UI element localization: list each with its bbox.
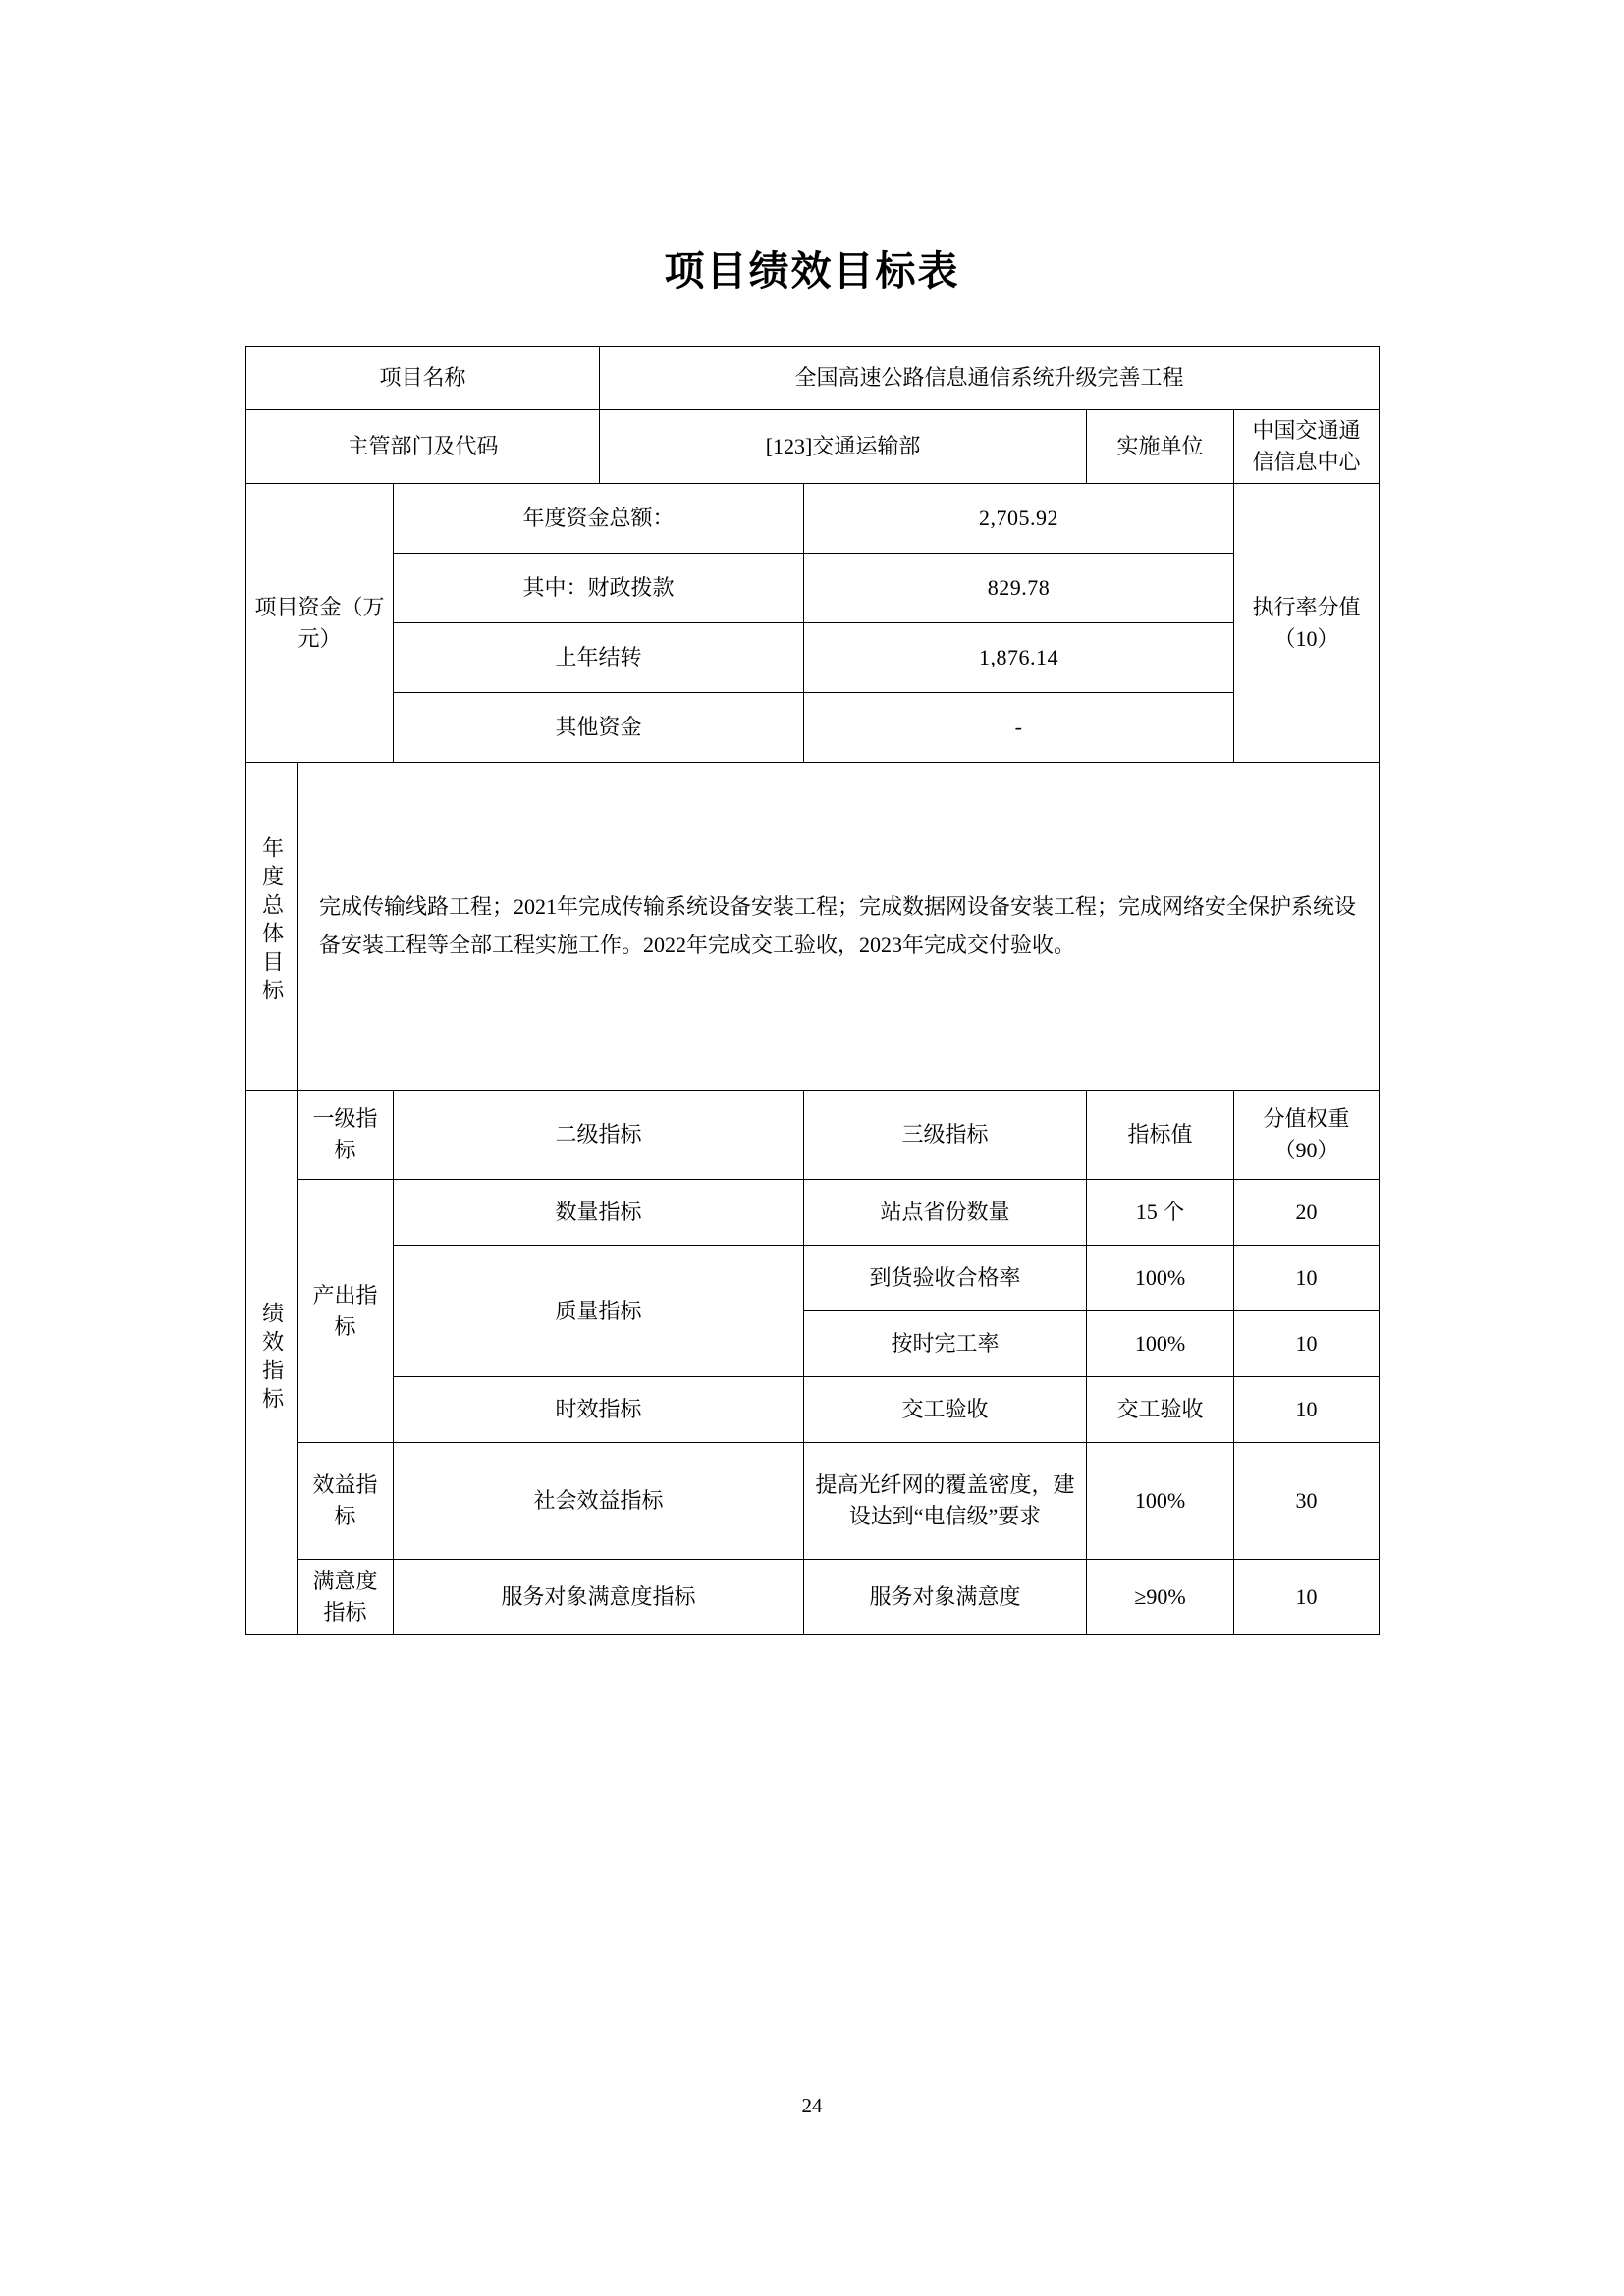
indicator-level2-quality: 质量指标 — [394, 1246, 804, 1377]
indicator-level2-service-satisfaction: 服务对象满意度指标 — [394, 1560, 804, 1635]
table-row-fund-appropriation — [246, 554, 1380, 623]
indicator-level2-quantity: 数量指标 — [394, 1180, 804, 1246]
annual-goal-label: 年度总体目标 — [246, 763, 298, 1091]
header-value: 指标值 — [1087, 1091, 1234, 1180]
department-value: [123]交通运输部 — [600, 410, 1087, 484]
indicator-level2-social-benefit: 社会效益指标 — [394, 1443, 804, 1560]
table-row-indicator-header — [246, 1091, 1380, 1180]
indicator-level3: 交工验收 — [804, 1377, 1087, 1443]
table-row-department — [246, 410, 1380, 484]
table-row-fund-carryover — [246, 623, 1380, 693]
header-level2: 二级指标 — [394, 1091, 804, 1180]
indicator-level3: 提高光纤网的覆盖密度，建设达到“电信级”要求 — [804, 1443, 1087, 1560]
execution-rate-score-label: 执行率分值（10） — [1234, 484, 1380, 763]
fund-label-appropriation: 其中：财政拨款 — [394, 554, 804, 623]
indicator-level3: 到货验收合格率 — [804, 1246, 1087, 1311]
indicator-weight: 10 — [1234, 1560, 1380, 1635]
fund-label-total: 年度资金总额： — [394, 484, 804, 554]
table-row-indicator — [246, 1377, 1380, 1443]
indicator-value: 100% — [1087, 1311, 1234, 1377]
table-row-project-name — [246, 347, 1380, 410]
indicator-value: 100% — [1087, 1246, 1234, 1311]
indicator-level1-benefit: 效益指标 — [298, 1443, 394, 1560]
indicator-level3: 服务对象满意度 — [804, 1560, 1087, 1635]
indicator-value: 15 个 — [1087, 1180, 1234, 1246]
project-name-label: 项目名称 — [246, 347, 600, 410]
fund-value-appropriation: 829.78 — [804, 554, 1234, 623]
indicator-level1-output: 产出指标 — [298, 1180, 394, 1443]
page-number: 24 — [801, 2094, 823, 2117]
fund-value-total: 2,705.92 — [804, 484, 1234, 554]
fund-label-other: 其他资金 — [394, 693, 804, 763]
header-level1: 一级指标 — [298, 1091, 394, 1180]
indicator-level3: 站点省份数量 — [804, 1180, 1087, 1246]
fund-value-other: - — [804, 693, 1234, 763]
performance-target-table — [245, 346, 1380, 1635]
indicator-level3: 按时完工率 — [804, 1311, 1087, 1377]
table-row-indicator — [246, 1443, 1380, 1560]
indicator-value: ≥90% — [1087, 1560, 1234, 1635]
fund-value-carryover: 1,876.14 — [804, 623, 1234, 693]
table-row-fund-total — [246, 484, 1380, 554]
performance-indicators-label: 绩效指标 — [246, 1091, 298, 1635]
page-title: 项目绩效目标表 — [664, 248, 960, 294]
table-row-indicator — [246, 1180, 1380, 1246]
annual-goal-cell — [298, 763, 1380, 1091]
indicator-value: 100% — [1087, 1443, 1234, 1560]
indicator-weight: 10 — [1234, 1311, 1380, 1377]
indicator-weight: 20 — [1234, 1180, 1380, 1246]
table-row-indicator — [246, 1560, 1380, 1635]
department-label: 主管部门及代码 — [246, 410, 600, 484]
annual-goal-text: 完成传输线路工程；2021年完成传输系统设备安装工程；完成数据网设备安装工程；完成网络安全保护系统设备安装工程等全部工程实施工作。2022年完成交工验收，2023年完成交付验收。 — [319, 894, 1357, 957]
header-level3: 三级指标 — [804, 1091, 1087, 1180]
implementing-unit-value: 中国交通通信信息中心 — [1234, 410, 1380, 484]
indicator-weight: 10 — [1234, 1377, 1380, 1443]
table-row-indicator — [246, 1246, 1380, 1311]
project-name-value: 全国高速公路信息通信系统升级完善工程 — [600, 347, 1380, 410]
project-funds-label: 项目资金（万元） — [246, 484, 394, 763]
header-weight: 分值权重（90） — [1234, 1091, 1380, 1180]
implementing-unit-label: 实施单位 — [1087, 410, 1234, 484]
indicator-value: 交工验收 — [1087, 1377, 1234, 1443]
indicator-level1-satisfaction: 满意度指标 — [298, 1560, 394, 1635]
table-row-fund-other — [246, 693, 1380, 763]
fund-label-carryover: 上年结转 — [394, 623, 804, 693]
indicator-level2-timeliness: 时效指标 — [394, 1377, 804, 1443]
indicator-weight: 30 — [1234, 1443, 1380, 1560]
table-row-annual-goal — [246, 763, 1380, 1091]
indicator-weight: 10 — [1234, 1246, 1380, 1311]
